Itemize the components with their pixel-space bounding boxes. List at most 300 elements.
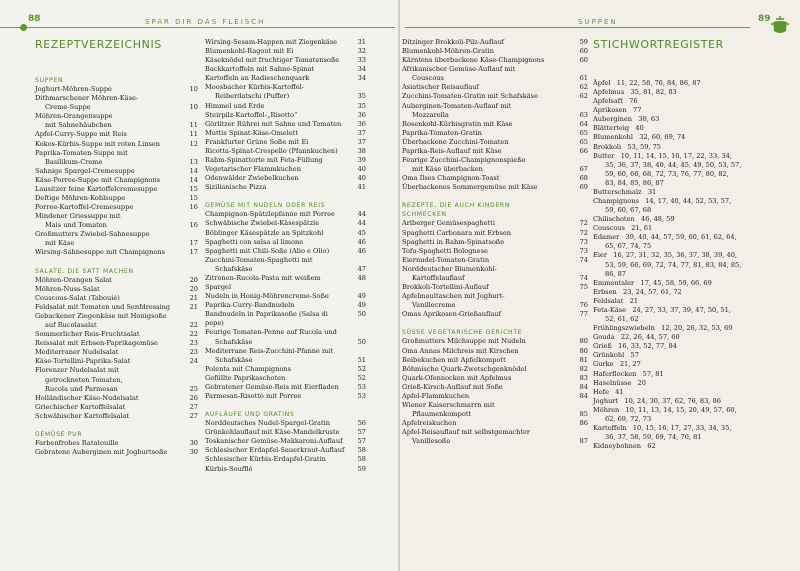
section-heading: GEMÜSE PUR [35,430,83,438]
entry-title: Kartoffelauflauf [412,273,465,282]
toc-entry[interactable] [205,183,366,192]
keyword-entry: Eier 16, 27, 31, 32, 35, 36, 37, 38, 39, 40, [593,251,737,260]
entry-title: Mais und Tomaten [45,221,107,230]
entry-page: 59 [357,464,366,473]
keyword-entry: Erbsen 23, 24, 57, 61, 72 [593,287,682,296]
toc-entry[interactable] [205,338,366,347]
toc-entry[interactable] [402,147,588,156]
toc-entry[interactable] [35,366,198,375]
toc-entry[interactable] [205,65,366,74]
toc-entry[interactable] [35,130,198,139]
toc-entry[interactable] [402,229,588,238]
entry-page: 15 [189,184,198,193]
toc-entry[interactable] [402,56,588,65]
section-gap [205,192,366,201]
entry-title: Eiernudel-Tomaten-Gratin [402,255,490,264]
toc-column-1 [35,38,198,457]
entry-title: Feurige Zucchini-Champignonspieße [402,156,526,165]
toc-entry[interactable] [402,256,588,265]
toc-entry[interactable] [402,47,588,56]
toc-entry[interactable] [402,138,588,147]
toc-entry[interactable] [402,38,588,47]
toc-entry[interactable] [205,111,366,120]
entry-title: Schafskäse [215,355,253,364]
entry-page: 41 [357,183,366,192]
entry-page: 72 [579,228,588,237]
entry-title: Quark-Ofennocken mit Apfelmus [402,373,512,382]
entry-title: Blumenkohl-Möhren-Gratin [402,47,495,56]
entry-title: Ricotta-Spinat-Crespelle (Pfannkuchen) [205,146,338,155]
entry-page: 87 [579,437,588,446]
entry-page: 52 [357,373,366,382]
entry-page: 49 [357,301,366,310]
toc-entry[interactable] [402,428,588,437]
entry-title: Mindener Griessuppe mit [35,212,121,221]
toc-entry[interactable] [402,337,588,346]
toc-entry[interactable] [35,194,198,203]
right-page [400,0,800,571]
toc-entry[interactable] [35,121,198,130]
keyword-entry: Emmentaler 17, 45, 58, 59, 66, 69 [593,278,712,287]
toc-entry[interactable] [35,221,198,230]
entry-title: Möhren-Nuss-Salat [35,284,100,293]
entry-title: Schwäbischer Kartoffelsalat [35,411,130,420]
toc-entry[interactable] [35,448,198,457]
entry-page: 38 [357,146,366,155]
toc-entry[interactable] [35,85,198,94]
entry-title: Mozzarella [412,110,449,119]
keyword-entry: Joghurt 10, 24, 30, 37, 62, 76, 83, 86 [593,396,721,405]
entry-page: 52 [357,364,366,373]
toc-entry[interactable] [205,392,366,401]
section-heading: SÜSSE VEGETARISCHE GERICHTE [402,329,523,337]
entry-page: 65 [579,137,588,146]
entry-page: 49 [357,292,366,301]
toc-entry[interactable] [35,385,198,394]
toc-entry[interactable] [402,292,588,301]
entry-page: 86 [579,419,588,428]
toc-entry[interactable] [402,301,588,310]
keyword-entry: Champignons 14, 17, 40, 44, 52, 53, 57, [593,197,732,206]
toc-entry[interactable] [35,339,198,348]
entry-title: Brokkoli-Tortellini-Auflauf [402,283,489,292]
toc-entry[interactable] [205,301,366,310]
toc-entry[interactable] [35,412,198,421]
keyword-entry: Feldsalat 21 [593,296,639,305]
entry-page: 57 [357,428,366,437]
toc-entry[interactable] [402,374,588,383]
entry-title: mit Käse überbacken [412,165,483,174]
entry-title: Sizilianische Pizza [205,183,267,192]
entry-title: mit Käse [45,239,75,248]
entry-title: Wirsing-Sesam-Happen mit Ziegenkäse [205,38,337,46]
toc-entry[interactable] [402,265,588,274]
toc-entry[interactable] [402,310,588,319]
keyword-entry: Möhren 10, 11, 13, 14, 15, 20, 49, 57, 60, [593,405,737,414]
entry-title: Blumenkohl-Ragout mit Ei [205,47,294,56]
keyword-entry: 36, 37, 58, 59, 69, 74, 76, 81 [605,433,702,442]
keyword-entry: Brokkoli 53, 59, 75 [593,142,661,151]
section-heading: REZEPTE, DIE AUCH KINDERN [402,202,511,210]
entry-title: Basilikum-Creme [45,157,103,166]
toc-entry[interactable] [205,56,366,65]
entry-title: Ditzinger Brokkoli-Pilz-Auflauf [402,38,505,46]
keyword-entry: Apfelsaft 76 [593,97,638,106]
toc-entry[interactable] [35,176,198,185]
toc-entry[interactable] [402,92,588,101]
toc-entry[interactable] [205,38,366,47]
entry-title: Rahm-Spinattorte mit Feta-Füllung [205,156,323,165]
toc-entry[interactable] [205,292,366,301]
entry-page: 36 [357,119,366,128]
toc-entry[interactable] [402,274,588,283]
toc-entry[interactable] [35,158,198,167]
toc-entry[interactable] [205,174,366,183]
toc-entry[interactable] [205,437,366,446]
entry-page: 17 [189,239,198,248]
entry-title: Spaghetti mit Chili-Soße (Alio e Olio) [205,246,330,255]
toc-entry[interactable] [35,103,198,112]
entry-title: Sahnige Spargel-Cremesuppe [35,166,135,175]
entry-title: Gebratener Gemüse-Reis mit Eierfladen [205,382,339,391]
entry-title: Frankfurter Grüne Soße mit Ei [205,137,309,146]
entry-page: 17 [189,248,198,257]
toc-entry[interactable] [402,156,588,165]
entry-title: Odenwälder Zwiebelkuchen [205,174,299,183]
entry-page: 59 [579,38,588,46]
toc-entry[interactable] [35,167,198,176]
entry-page: 34 [357,65,366,74]
entry-title: Schlesischer Erdapfel-Sauerkraut-Auflauf [205,446,345,455]
entry-title: Zitronen-Rucola-Pasta mit weißem Spargel [205,273,321,292]
entry-page: 50 [357,337,366,346]
entry-title: Kärntens überbackene Käse-Champignons [402,56,545,65]
entry-page: 48 [357,273,366,282]
toc-entry[interactable] [402,102,588,111]
entry-title: Schafskäse [215,264,253,273]
toc-entry[interactable] [35,439,198,448]
entry-page: 27 [189,411,198,420]
entry-page: 37 [357,128,366,137]
toc-entry[interactable] [402,247,588,256]
entry-page: 36 [357,110,366,119]
toc-entry[interactable] [402,392,588,401]
entry-page: 23 [189,348,198,357]
entry-title: Reissalat mit Erbsen-Paprikagemüse [35,339,158,348]
entry-title: Wiener Kaiserschmarrn mit [402,400,495,409]
keyword-entry: 53, 59, 66, 69, 72, 74, 77, 81, 83, 84, 85, [605,260,742,269]
entry-page: 26 [189,393,198,402]
left-running-head: SPAR DIR DAS FLEISCH [145,18,266,26]
keyword-entry: 59, 60, 66, 68, 72, 73, 76, 77, 80, 82, [605,169,729,178]
toc-entry[interactable] [402,283,588,292]
keyword-entry: Aprikosen 77 [593,106,642,115]
keyword-index-title: STICHWORTREGISTER [593,38,724,51]
toc-entry[interactable] [205,102,366,111]
entry-title: Apfel-Reisauflauf mit selbstgemachter [402,428,531,437]
entry-title: mit Sahnehäubchen [45,121,112,130]
toc-entry[interactable] [402,183,588,192]
entry-page: 53 [357,382,366,391]
entry-page: 84 [579,382,588,391]
entry-title: Vanillesoße [412,437,451,446]
keyword-entry: Edamer 39, 40, 44, 57, 59, 60, 61, 62, 64, [593,233,737,242]
entry-title: Backkartoffeln mit Sahne-Spinat [205,65,315,74]
entry-page: 39 [357,156,366,165]
entry-title: Zucchini-Tomaten-Gratin mit Schafskäse [402,92,538,101]
entry-page: 22 [189,321,198,330]
entry-page: 40 [357,165,366,174]
entry-page: 44 [357,219,366,228]
entry-page: 45 [357,228,366,237]
entry-title: Spaghetti Carbonara mit Erbsen [402,228,512,237]
entry-title: Überbackene Zucchini-Tomaten [402,137,509,146]
entry-title: Käse-Porree-Suppe mit Champignons [35,175,161,184]
entry-title: Oma Ilses Champignon-Toast [402,174,500,183]
entry-title: Feurige Tomaten-Penne auf Rucola und [205,328,337,337]
keyword-entry: Feta-Käse 24, 27, 33, 37, 39, 47, 50, 51, [593,305,731,314]
entry-title: Zucchini-Tomaten-Spaghetti mit [205,255,313,264]
toc-entry[interactable] [205,310,366,328]
entry-title: Norddeutscher Blumenkohl- [402,264,497,273]
toc-entry[interactable] [35,276,198,285]
toc-entry[interactable] [35,203,198,212]
toc-entry[interactable] [205,229,366,238]
entry-page: 56 [357,419,366,428]
toc-entry[interactable] [402,129,588,138]
toc-entry[interactable] [205,47,366,56]
toc-entry[interactable] [35,185,198,194]
toc-entry[interactable] [205,374,366,383]
entry-page: 11 [189,130,198,139]
keyword-entry: 65, 67, 74, 75 [605,242,652,251]
toc-entry[interactable] [205,147,366,156]
right-running-head: SUPPEN [578,18,618,26]
entry-title: Paprika-Reis-Auflauf mit Käse [402,146,502,155]
toc-entry[interactable] [402,219,588,228]
entry-title: Spaghetti con salsa al limone [205,237,304,246]
toc-entry[interactable] [35,94,198,103]
toc-entry[interactable] [35,357,198,366]
toc-entry[interactable] [35,285,198,294]
entry-title: Mediterraner Nudelsalat [35,348,119,357]
entry-title: Pflaumenkompott [412,410,472,419]
keyword-entry: Apfelmus 35, 81, 82, 83 [593,88,677,97]
toc-entry[interactable] [35,312,198,321]
entry-page: 60 [579,56,588,65]
toc-entry[interactable] [205,210,366,219]
toc-entry[interactable] [402,74,588,83]
keyword-entry: Frühlingszwiebeln 12, 20, 26, 32, 53, 69 [593,324,733,333]
entry-page: 35 [357,92,366,101]
entry-page: 77 [579,310,588,319]
entry-title: Schafskäse [215,337,253,346]
toc-entry[interactable] [205,347,366,356]
entry-page: 74 [579,273,588,282]
entry-page: 76 [579,301,588,310]
keyword-index [593,38,768,451]
entry-page: 21 [189,302,198,311]
keyword-entry: Butter 10, 11, 14, 15, 16, 17, 22, 33, 34, [593,151,732,160]
toc-entry[interactable] [402,174,588,183]
toc-column-2 [205,38,366,474]
toc-entry[interactable] [205,465,366,474]
toc-entry[interactable] [35,140,198,149]
toc-entry[interactable] [205,428,366,437]
toc-entry[interactable] [205,265,366,274]
toc-entry[interactable] [205,129,366,138]
entry-page: 10 [189,103,198,112]
entry-title: Moosbacher Kürbis-Kartoffel- [205,83,304,92]
section-gap [205,401,366,410]
entry-title: Bandnudeln in Paprikasoße (Salsa di pepe) [205,310,328,328]
toc-entry[interactable] [402,65,588,74]
toc-entry[interactable] [205,74,366,83]
entry-title: Florenzer Nudelsalat mit [35,366,119,375]
toc-entry[interactable] [35,403,198,412]
toc-entry[interactable] [402,410,588,419]
toc-entry[interactable] [35,230,198,239]
entry-title: Kartoffeln an Radieschenquark [205,74,310,83]
section-heading: SCHMECKEN [402,211,447,219]
entry-page: 23 [189,339,198,348]
entry-title: Grünkohlauflauf mit Käse-Mandelkruste [205,428,340,437]
toc-entry[interactable] [205,446,366,455]
toc-entry[interactable] [205,365,366,374]
toc-entry[interactable] [35,394,198,403]
entry-page: 67 [579,165,588,174]
toc-entry[interactable] [35,149,198,158]
keyword-entry: Kartoffeln 10, 15, 16, 17, 27, 33, 34, 35, [593,423,732,432]
entry-page: 37 [357,137,366,146]
keyword-entry: Blätterteig 40 [593,124,644,133]
entry-title: Toskanischer Gemüse-Makkaroni-Auflauf [205,437,343,446]
entry-title: Parmesan-Risotto mit Porree [205,391,302,400]
entry-page: 83 [579,373,588,382]
toc-entry[interactable] [205,120,366,129]
entry-page: 20 [189,284,198,293]
toc-entry[interactable] [205,92,366,101]
keyword-entry: Kidneybohnen 62 [593,442,656,451]
keyword-entry: Haselnüsse 20 [593,378,646,387]
entry-page: 21 [189,293,198,302]
toc-entry[interactable] [402,356,588,365]
entry-title: Apfel-Flammkuchen [402,391,470,400]
entry-page: 53 [357,391,366,400]
entry-title: Couscous-Salat (Tabouié) [35,293,120,302]
toc-entry[interactable] [35,212,198,221]
entry-page: 80 [579,337,588,346]
entry-title: Paprika-Tomaten-Gratin [402,128,482,137]
entry-page: 14 [189,175,198,184]
toc-entry[interactable] [402,120,588,129]
toc-entry[interactable] [205,274,366,292]
entry-page: 44 [357,210,366,219]
toc-entry[interactable] [402,347,588,356]
toc-entry[interactable] [402,238,588,247]
entry-title: Griechischer Kartoffelsalat [35,402,126,411]
entry-page: 35 [357,101,366,110]
toc-entry[interactable] [205,219,366,228]
entry-title: Feldsalat mit Tomaten und Senfdressing [35,302,171,311]
toc-entry[interactable] [402,401,588,410]
entry-page: 75 [579,283,588,292]
toc-entry[interactable] [35,330,198,339]
toc-entry[interactable] [205,383,366,392]
toc-entry[interactable] [205,247,366,256]
toc-entry[interactable] [35,112,198,121]
section-gap [402,319,588,328]
toc-entry[interactable] [205,256,366,265]
left-header-dot [20,24,27,31]
entry-title: Wirsing-Sahnesuppe mit Champignons [35,248,166,257]
section-heading: SALATE, DIE SATT MACHEN [35,267,134,275]
entry-page: 46 [357,246,366,255]
toc-entry[interactable] [35,239,198,248]
entry-title: Muttis Spinat-Käse-Omelett [205,128,299,137]
toc-entry[interactable] [402,111,588,120]
toc-entry[interactable] [35,376,198,385]
section-heading: AUFLÄUFE UND GRATINS [205,411,295,419]
toc-entry[interactable] [205,138,366,147]
toc-entry[interactable] [205,156,366,165]
toc-entry[interactable] [35,348,198,357]
entry-title: Rosenkohl-Kürbisgratin mit Käse [402,119,513,128]
entry-title: Norddeutsches Nudel-Spargel-Gratin [205,419,330,428]
toc-entry[interactable] [35,294,198,303]
toc-entry[interactable] [402,365,588,374]
keyword-entry: Haferflocken 57, 81 [593,369,664,378]
right-header-rule [405,27,750,28]
toc-entry[interactable] [402,383,588,392]
entry-title: Reiberdatschi (Puffer) [215,92,290,101]
entry-page: 46 [357,237,366,246]
entry-title: Arlberger Gemüsespaghetti [402,219,495,228]
entry-page: 61 [579,74,588,83]
toc-entry[interactable] [205,238,366,247]
entry-page: 62 [579,92,588,101]
pot-icon [770,15,790,37]
toc-entry[interactable] [205,455,366,464]
keyword-entry: Gouda 22, 26, 44, 57, 60 [593,333,680,342]
entry-title: Joghurt-Möhren-Suppe [35,85,112,94]
toc-entry[interactable] [205,356,366,365]
entry-page: 50 [357,310,366,319]
toc-entry[interactable] [402,165,588,174]
keyword-entry: Äpfel 11, 22, 58, 76, 84, 86, 87 [593,79,701,87]
toc-entry[interactable] [205,419,366,428]
keyword-entry: Auberginen 30, 63 [593,115,660,124]
entry-page: 30 [189,438,198,447]
entry-page: 73 [579,246,588,255]
toc-entry[interactable] [35,321,198,330]
entry-page: 31 [357,38,366,46]
section-gap [402,192,588,201]
toc-entry[interactable] [35,248,198,257]
toc-entry[interactable] [205,328,366,337]
toc-entry[interactable] [402,437,588,446]
entry-page: 34 [357,74,366,83]
toc-entry[interactable] [205,165,366,174]
toc-entry[interactable] [35,303,198,312]
entry-title: Kokos-Kürbis-Suppe mit roten Linsen [35,139,161,148]
toc-entry[interactable] [402,83,588,92]
toc-entry[interactable] [402,419,588,428]
entry-page: 58 [357,446,366,455]
toc-entry[interactable] [205,83,366,92]
entry-title: Paprika-Curry-Bandnudeln [205,301,295,310]
entry-page: 22 [189,330,198,339]
